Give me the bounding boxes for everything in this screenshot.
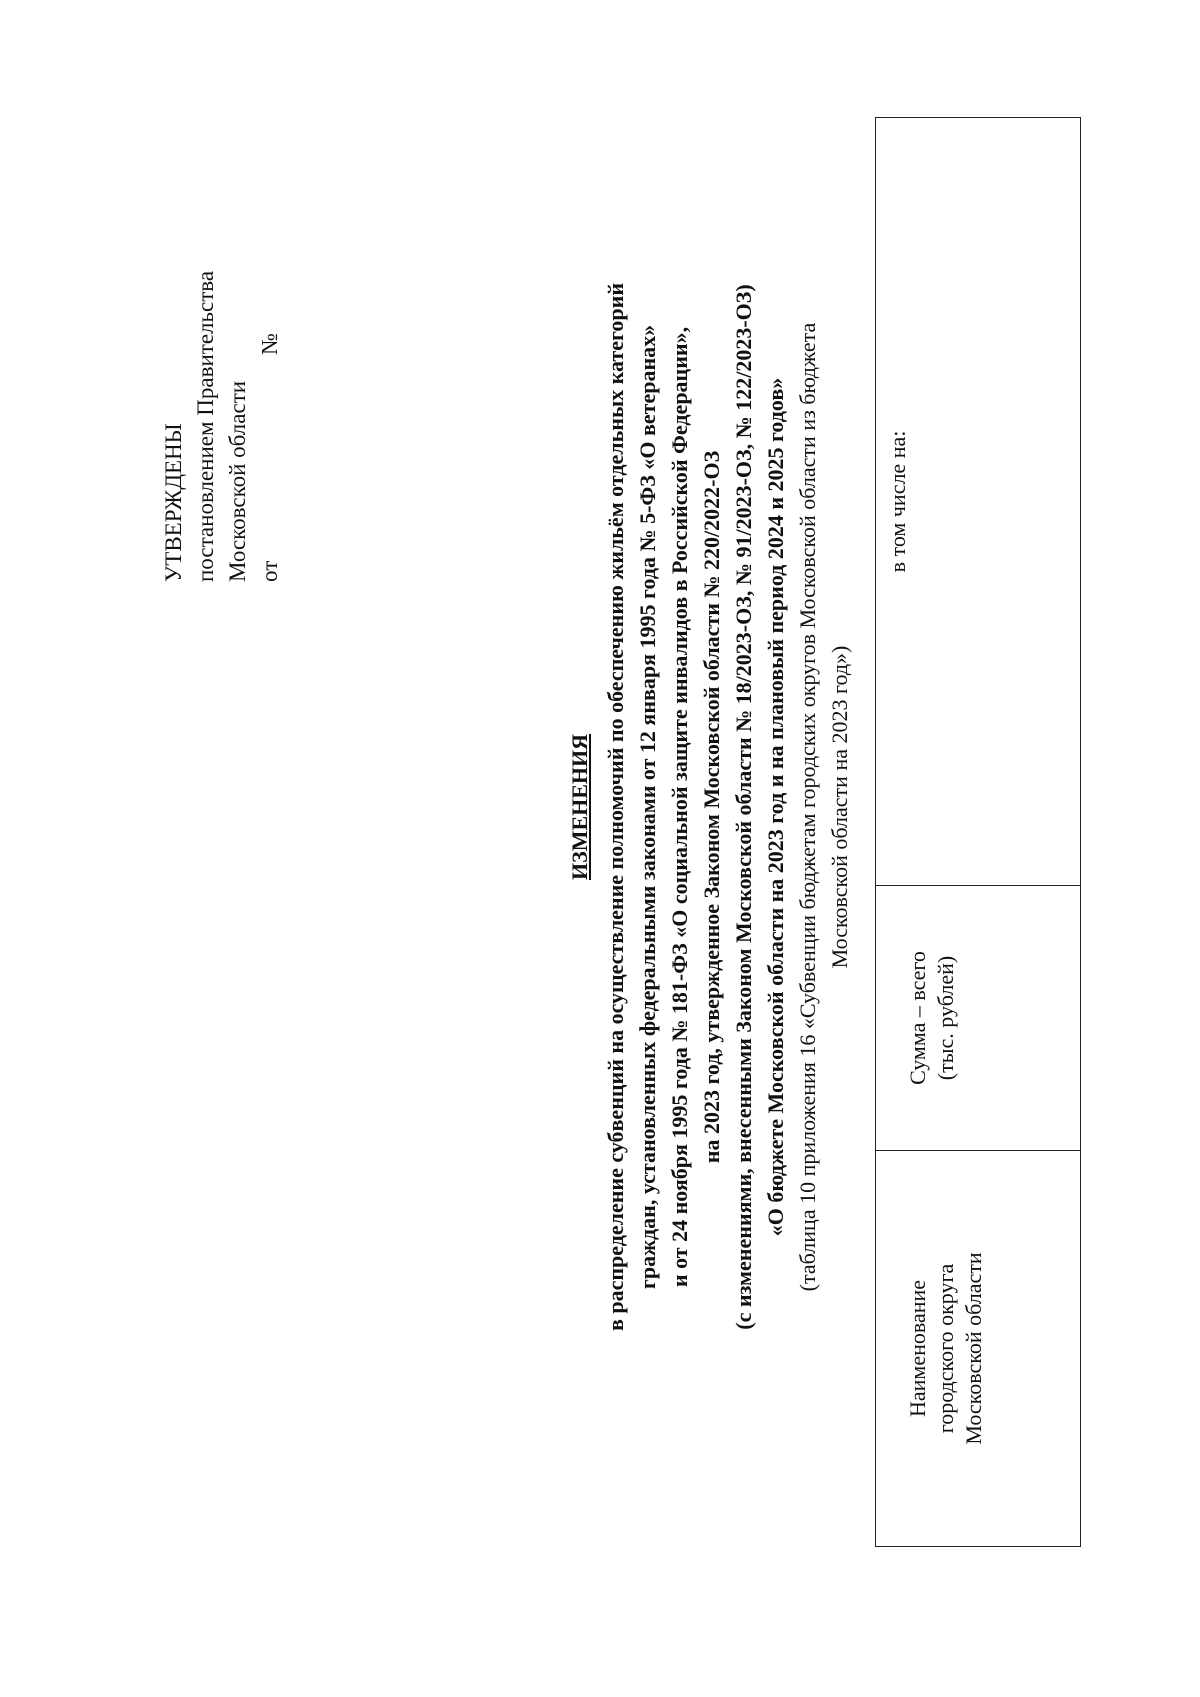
- approval-number-label: №: [257, 333, 282, 355]
- heading-line: «О бюджете Московской области на 2023 год и на плановый период 2024 и 2025 годов»: [763, 377, 788, 1237]
- distribution-table-header: [875, 117, 1081, 1547]
- approval-authority: постановлением Правительства: [193, 270, 218, 582]
- heading-note-line: (таблица 10 приложения 16 «Субвенции бюджетам городских округов Московской области из бюджета: [795, 322, 820, 1292]
- heading-note-line: Московской области на 2023 год»): [827, 645, 852, 969]
- column-header-text: (тыс. рублей): [933, 955, 958, 1081]
- column-header-text: городского округа: [933, 1263, 958, 1434]
- approval-date-number: [254, 271, 286, 582]
- column-header-district: [876, 1151, 1080, 1546]
- approval-region: Московской области: [225, 380, 250, 582]
- column-header-text: Наименование: [905, 1279, 930, 1418]
- heading-line: (с изменениями, внесенными Законом Московской области № 18/2023-ОЗ, № 91/2023-ОЗ, № 122/2023-ОЗ): [731, 284, 756, 1330]
- approval-title: УТВЕРЖДЕНЫ: [161, 423, 186, 582]
- column-header-text: в том числе на:: [885, 430, 910, 573]
- approval-stamp: [158, 271, 286, 582]
- approval-from-label: от: [257, 560, 282, 582]
- document-heading: [560, 37, 856, 1577]
- heading-line: и от 24 ноября 1995 года № 181-ФЗ «О социальной защите инвалидов в Российской Федерации»,: [667, 326, 692, 1288]
- heading-line: граждан, установленных федеральными законами от 12 января 1995 года № 5-ФЗ «О ветеранах»: [635, 324, 660, 1290]
- heading-title: ИЗМЕНЕНИЯ: [567, 733, 592, 881]
- column-header-total: [876, 886, 1080, 1151]
- column-header-text: Сумма – всего: [905, 951, 930, 1085]
- heading-line: на 2023 год, утвержденное Законом Московской области № 220/2022-ОЗ: [699, 450, 724, 1164]
- column-header-including: [876, 118, 1080, 886]
- column-header-text: Московской области: [961, 1252, 986, 1445]
- heading-line: в распределение субвенций на осуществление полномочий по обеспечению жильём отдельных категорий: [603, 282, 628, 1332]
